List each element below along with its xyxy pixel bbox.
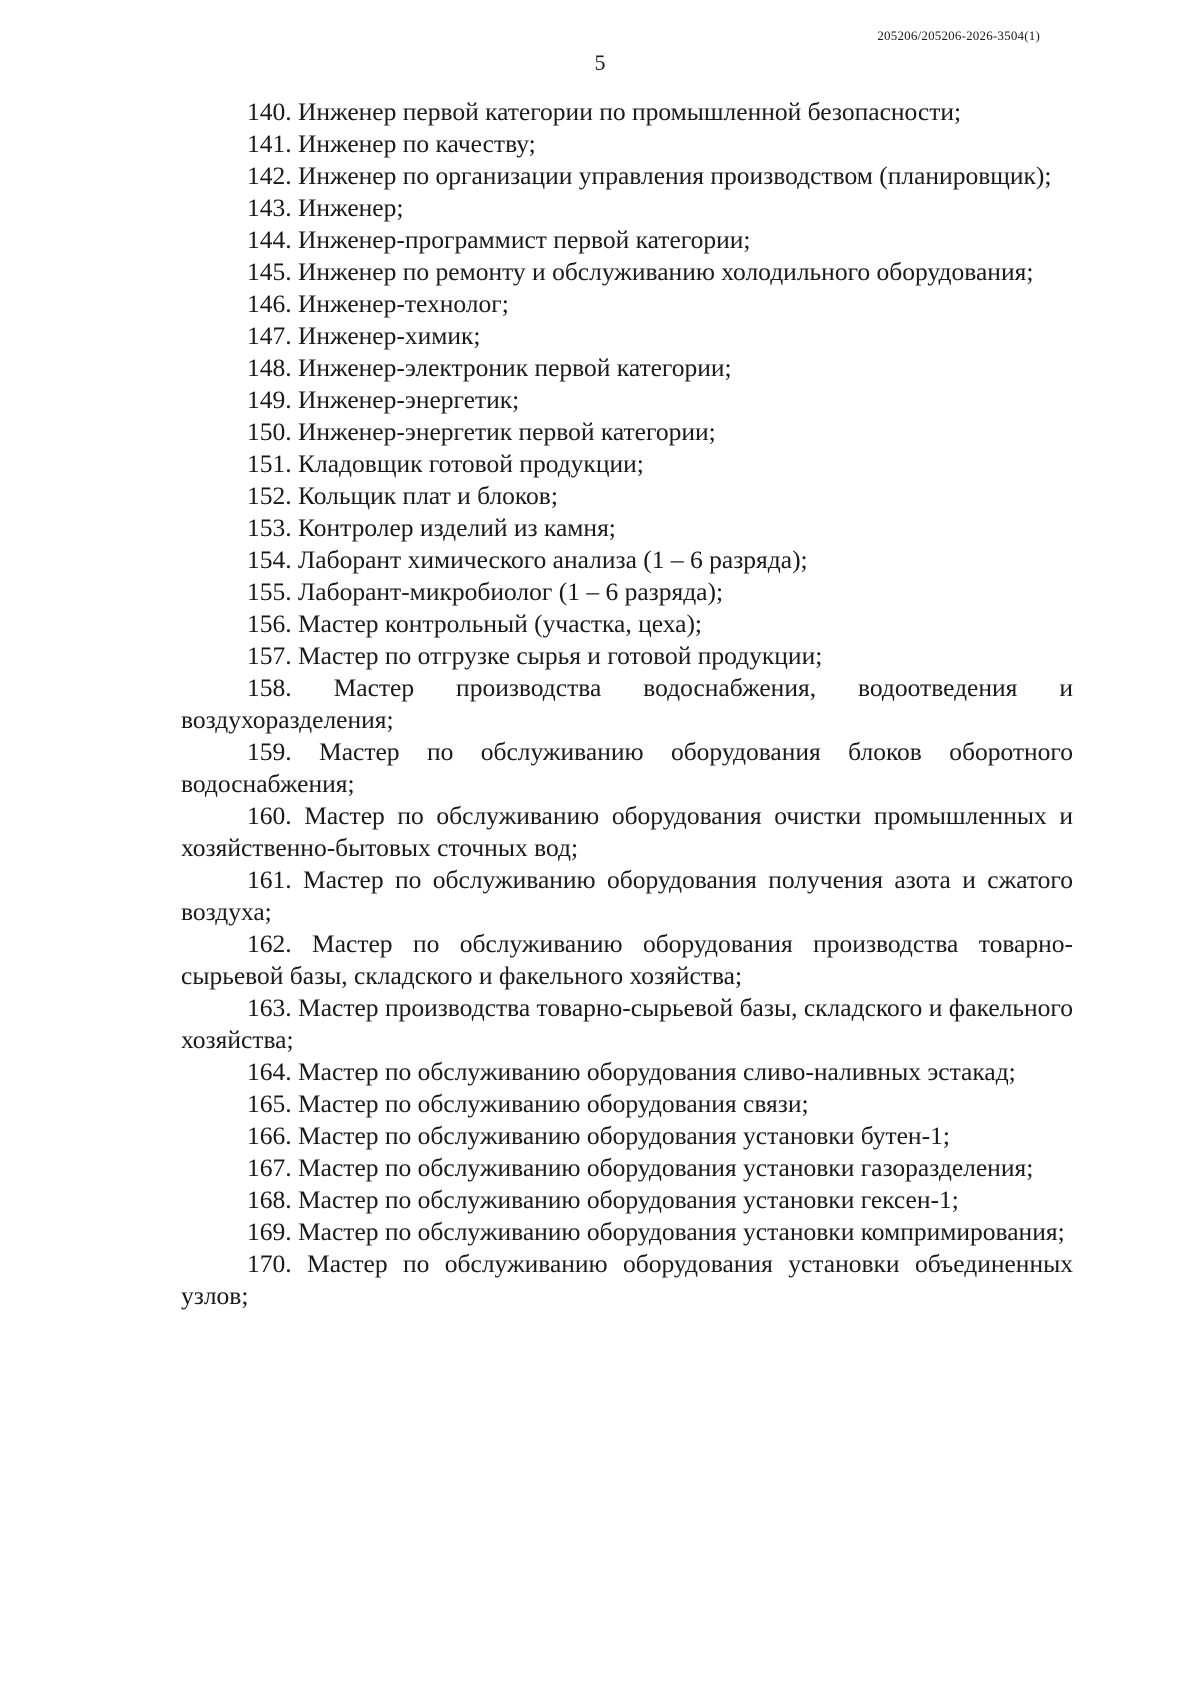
list-item: 150. Инженер-энергетик первой категории; bbox=[247, 417, 716, 446]
list-item: 143. Инженер; bbox=[247, 193, 404, 222]
list-item: 146. Инженер-технолог; bbox=[247, 289, 509, 318]
list-item: 145. Инженер по ремонту и обслуживанию холодильного оборудования; bbox=[247, 257, 1034, 286]
list-item: 163. Мастер производства товарно-сырьевой базы, складского и факельного хозяйства; bbox=[181, 993, 1073, 1054]
list-item: 149. Инженер-энергетик; bbox=[247, 385, 520, 414]
list-item: 167. Мастер по обслуживанию оборудования установки газоразделения; bbox=[247, 1153, 1034, 1182]
list-item: 161. Мастер по обслуживанию оборудования получения азота и сжатого воздуха; bbox=[181, 865, 1073, 926]
list-item: 148. Инженер-электроник первой категории; bbox=[247, 353, 732, 382]
list-item: 152. Кольщик плат и блоков; bbox=[247, 481, 558, 510]
list-item: 168. Мастер по обслуживанию оборудования установки гексен-1; bbox=[247, 1185, 959, 1214]
list-item: 155. Лаборант-микробиолог (1 – 6 разряда); bbox=[247, 577, 724, 606]
list-item: 166. Мастер по обслуживанию оборудования установки бутен-1; bbox=[247, 1121, 950, 1150]
list-item: 169. Мастер по обслуживанию оборудования установки компримирования; bbox=[247, 1217, 1065, 1246]
list-item: 170. Мастер по обслуживанию оборудования установки объединенных узлов; bbox=[181, 1249, 1073, 1310]
list-item: 147. Инженер-химик; bbox=[247, 321, 481, 350]
list-item: 159. Мастер по обслуживанию оборудования блоков оборотного водоснабжения; bbox=[181, 737, 1073, 798]
list-item: 157. Мастер по отгрузке сырья и готовой продукции; bbox=[247, 641, 823, 670]
page-number: 5 bbox=[594, 50, 606, 75]
document-id: 205206/205206-2026-3504(1) bbox=[877, 28, 1040, 43]
position-list bbox=[181, 96, 1073, 1312]
list-item: 141. Инженер по качеству; bbox=[247, 129, 536, 158]
list-item: 153. Контролер изделий из камня; bbox=[247, 513, 616, 542]
list-item: 144. Инженер-программист первой категории; bbox=[247, 225, 751, 254]
list-item: 162. Мастер по обслуживанию оборудования производства товарно-сырьевой базы, складского и факельного хозяйства; bbox=[181, 929, 1073, 990]
list-item: 164. Мастер по обслуживанию оборудования сливо-наливных эстакад; bbox=[247, 1057, 1016, 1086]
list-item: 165. Мастер по обслуживанию оборудования связи; bbox=[247, 1089, 809, 1118]
list-item: 156. Мастер контрольный (участка, цеха); bbox=[247, 609, 703, 638]
list-item: 140. Инженер первой категории по промышленной безопасности; bbox=[247, 97, 962, 126]
list-item: 151. Кладовщик готовой продукции; bbox=[247, 449, 644, 478]
list-item: 154. Лаборант химического анализа (1 – 6 разряда); bbox=[247, 545, 808, 574]
list-item: 160. Мастер по обслуживанию оборудования очистки промышленных и хозяйственно-бытовых сточных вод; bbox=[181, 801, 1073, 862]
list-item: 158. Мастер производства водоснабжения, водоотведения и воздухоразделения; bbox=[181, 673, 1073, 734]
list-item: 142. Инженер по организации управления производством (планировщик); bbox=[247, 161, 1052, 190]
